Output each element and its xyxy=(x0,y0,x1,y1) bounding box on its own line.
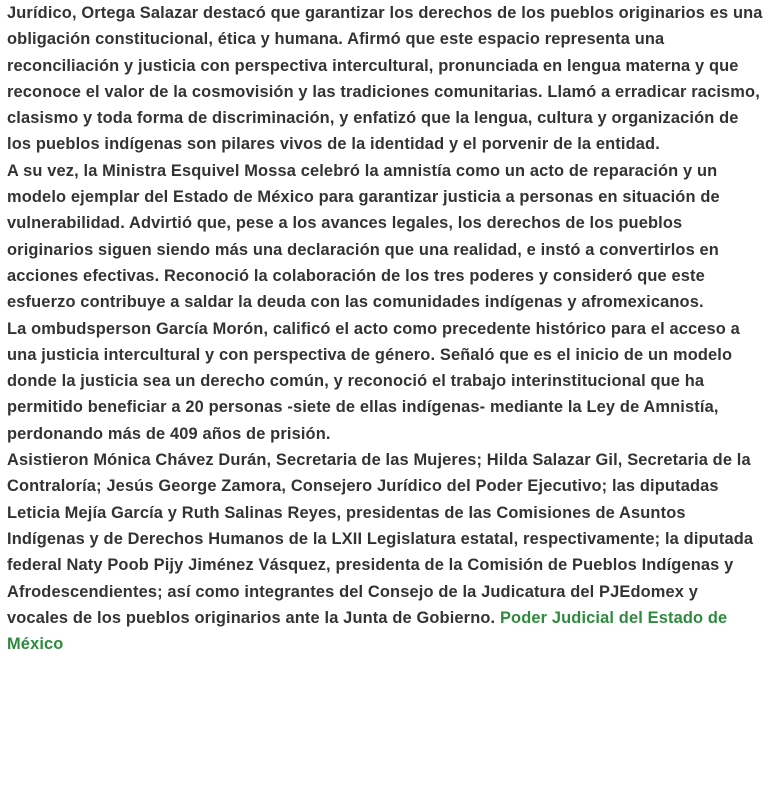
article-body xyxy=(7,0,763,657)
source-link[interactable]: Poder Judicial del Estado de México xyxy=(7,608,728,654)
attendees-text: Asistieron Mónica Chávez Durán, Secretaria de las Mujeres; Hilda Salazar Gil, Secretaria de la Contraloría; Jesús George Zamora, Consejero Jurídico del Poder Ejecutivo; las diputadas Leticia Mejía García y Ruth Salinas Reyes, presidentas de las Comisiones de Asuntos Indígenas y de Derechos Humanos de la LXII Legislatura estatal, respectivamente; la diputada federal Naty Poob Pijy Jiménez Vásquez, presidenta de la Comisión de Pueblos Indígenas y Afrodescendientes; así como integrantes del Consejo de la Judicatura del PJEdomex y vocales de los pueblos originarios ante la Junta de Gobierno. xyxy=(7,451,754,627)
article-paragraph-closing xyxy=(7,447,763,657)
article-paragraph-1: Jurídico, Ortega Salazar destacó que garantizar los derechos de los pueblos originarios es una obligación constitucional, ética y humana. Afirmó que este espacio representa una reconciliación y justicia con perspectiva intercultural, pronunciada en lengua materna y que reconoce el valor de la cosmovisión y las tradiciones comunitarias. Llamó a erradicar racismo, clasismo y toda forma de discriminación, y enfatizó que la lengua, cultura y organización de los pueblos indígenas son pilares vivos de la identidad y el porvenir de la entidad. xyxy=(7,4,763,154)
article-paragraph-3: La ombudsperson García Morón, calificó el acto como precedente histórico para el acceso a una justicia intercultural y con perspectiva de género. Señaló que es el inicio de un modelo donde la justicia sea un derecho común, y reconoció el trabajo interinstitucional que ha permitido beneficiar a 20 personas -siete de ellas indígenas- mediante la Ley de Amnistía, perdonando más de 409 años de prisión. xyxy=(7,319,740,443)
article-paragraph-2: A su vez, la Ministra Esquivel Mossa celebró la amnistía como un acto de reparación y un modelo ejemplar del Estado de México para garantizar justicia a personas en situación de vulnerabilidad. Advirtió que, pese a los avances legales, los derechos de los pueblos originarios siguen siendo más una declaración que una realidad, e instó a convertirlos en acciones efectivas. Reconoció la colaboración de los tres poderes y consideró que este esfuerzo contribuye a saldar la deuda con las comunidades indígenas y afromexicanos. xyxy=(7,161,720,312)
